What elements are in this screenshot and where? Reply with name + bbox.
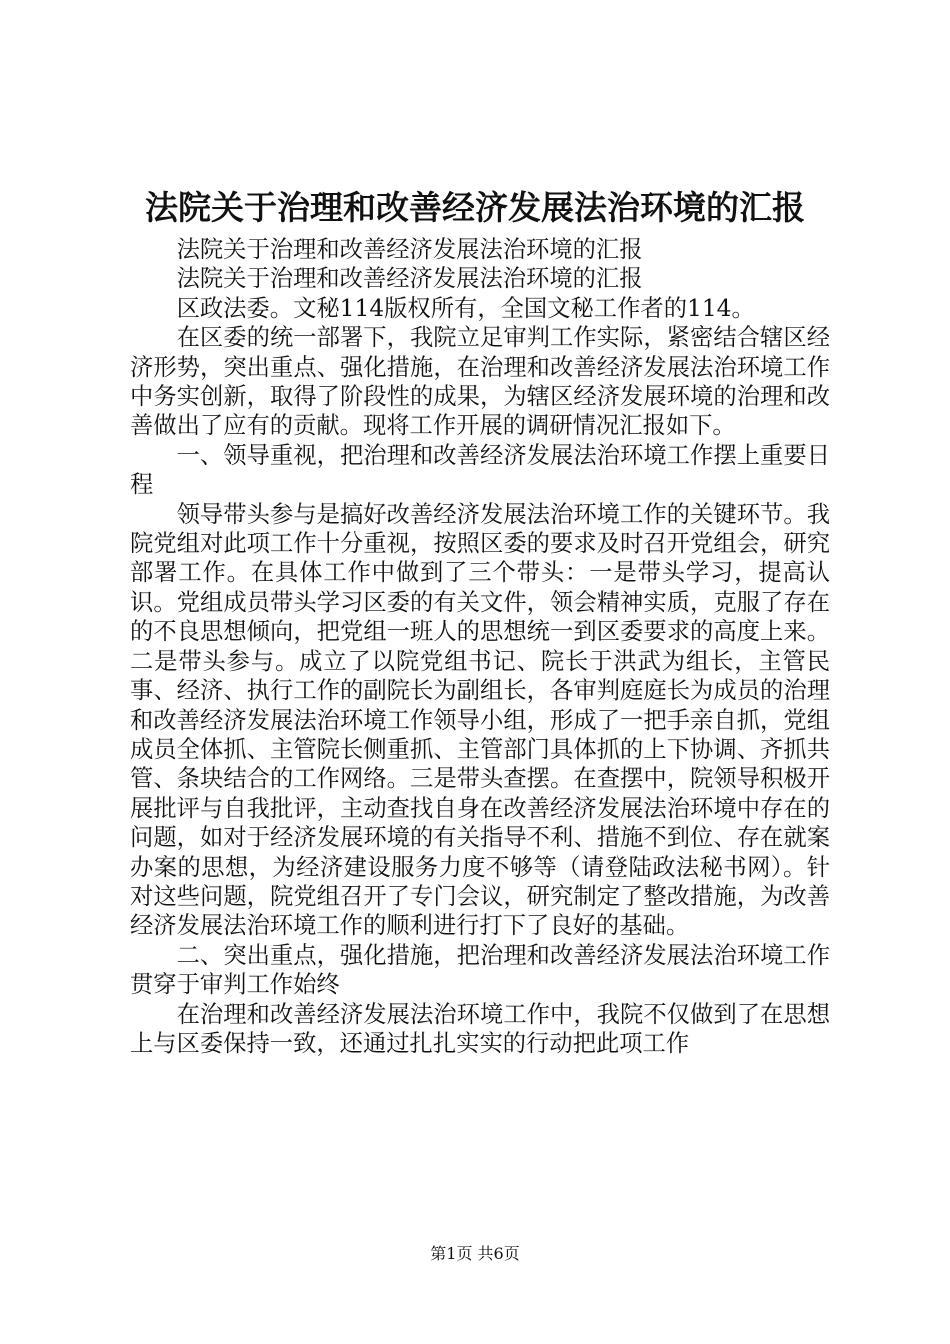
section-heading-1: 一、领导重视，把治理和改善经济发展法治环境工作摆上重要日程 [130,441,830,499]
page-title: 法院关于治理和改善经济发展法治环境的汇报 [145,188,805,227]
document-body [130,235,830,1058]
paragraph-heading-repeat-2: 法院关于治理和改善经济发展法治环境的汇报 [176,265,643,293]
paragraph-addressee: 区政法委。文秘114版权所有，全国文秘工作者的114。 [176,294,755,322]
paragraph-section-2: 在治理和改善经济发展法治环境工作中，我院不仅做到了在思想上与区委保持一致，还通过扎扎实实的行动把此项工作 [130,1000,830,1057]
paragraph-section-1: 领导带头参与是搞好改善经济发展法治环境工作的关键环节。我院党组对此项工作十分重视，按照区委的要求及时召开党组会，研究部署工作。在具体工作中做到了三个带头：一是带头学习，提高认识。党组成员带头学习区委的有关文件，领会精神实质，克服了存在的不良思想倾向，把党组一班人的思想统一到区委要求的高度上来。二是带头参与。成立了以院党组书记、院长于洪武为组长，主管民事、经济、执行工作的副院长为副组长，各审判庭庭长为成员的治理和改善经济发展法治环境工作领导小组，形成了一把手亲自抓，党组成员全体抓、主管院长侧重抓、主管部门具体抓的上下协调、齐抓共管、条块结合的工作网络。三是带头查摆。在查摆中，院领导积极开展批评与自我批评，主动查找自身在改善经济发展法治环境中存在的问题，如对于经济发展环境的有关指导不利、措施不到位、存在就案办案的思想，为经济建设服务力度不够等（请登陆政法秘书网）。针对这些问题，院党组召开了专门会议，研究制定了整改措施，为改善经济发展法治环境工作的顺利进行打下了良好的基础。 [130,500,830,940]
paragraph-heading-repeat-1: 法院关于治理和改善经济发展法治环境的汇报 [176,236,643,263]
paragraph-intro: 在区委的统一部署下，我院立足审判工作实际，紧密结合辖区经济形势，突出重点、强化措施，在治理和改善经济发展法治环境工作中务实创新，取得了阶段性的成果，为辖区经济发展环境的治理和改善做出了应有的贡献。现将工作开展的调研情况汇报如下。 [130,324,830,440]
section-heading-2: 二、突出重点，强化措施，把治理和改善经济发展法治环境工作贯穿于审判工作始终 [130,941,830,999]
page-number: 第1页 共6页 [430,1244,520,1263]
